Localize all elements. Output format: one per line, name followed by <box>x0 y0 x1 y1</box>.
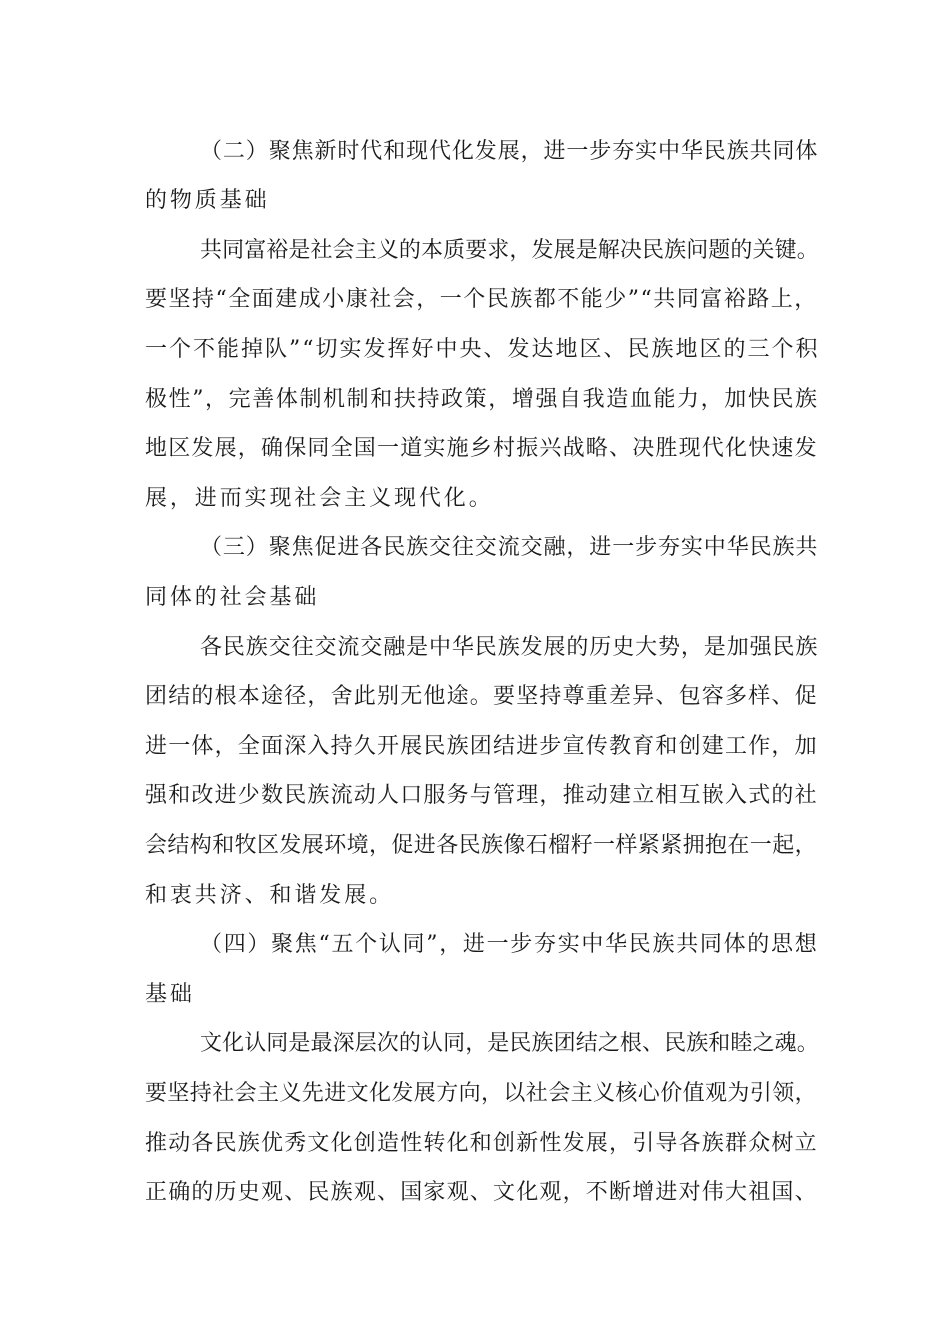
paragraph-3-line-4: 正确的历史观、民族观、国家观、文化观，不断增进对伟大祖国、 <box>145 1180 818 1205</box>
paragraph-2-line-2: 团结的根本途径，舍此别无他途。要坚持尊重差异、包容多样、促 <box>145 684 818 709</box>
paragraph-1-line-6: 展，进而实现社会主义现代化。 <box>145 486 494 511</box>
heading-4-line-2: 基础 <box>145 982 195 1007</box>
paragraph-3-line-3: 推动各民族优秀文化创造性转化和创新性发展，引导各族群众树立 <box>145 1131 818 1156</box>
heading-3-line-2: 同体的社会基础 <box>145 585 320 610</box>
paragraph-1-line-3: 一个不能掉队”“切实发挥好中央、发达地区、民族地区的三个积 <box>145 337 820 362</box>
paragraph-3-line-1: 文化认同是最深层次的认同，是民族团结之根、民族和睦之魂。 <box>200 1031 819 1056</box>
paragraph-2-line-6: 和衷共济、和谐发展。 <box>145 883 395 908</box>
paragraph-1-line-4: 极性”，完善体制机制和扶持政策，增强自我造血能力，加快民族 <box>145 387 819 412</box>
heading-3-line-1: （三）聚焦促进各民族交往交流交融，进一步夯实中华民族共 <box>200 535 819 560</box>
paragraph-2-line-4: 强和改进少数民族流动人口服务与管理，推动建立相互嵌入式的社 <box>145 783 818 808</box>
paragraph-1-line-1: 共同富裕是社会主义的本质要求，发展是解决民族问题的关键。 <box>200 238 819 263</box>
paragraph-1-line-5: 地区发展，确保同全国一道实施乡村振兴战略、决胜现代化快速发 <box>145 436 818 461</box>
paragraph-2-line-5: 会结构和牧区发展环境，促进各民族像石榴籽一样紧紧拥抱在一起， <box>145 833 818 858</box>
heading-4-line-1: （四）聚焦“五个认同”，进一步夯实中华民族共同体的思想 <box>200 932 819 957</box>
paragraph-1-line-2: 要坚持“全面建成小康社会，一个民族都不能少”“共同富裕路上， <box>145 287 818 312</box>
heading-2-line-2: 的物质基础 <box>145 188 270 213</box>
paragraph-2-line-3: 进一体，全面深入持久开展民族团结进步宣传教育和创建工作，加 <box>145 734 818 759</box>
paragraph-3-line-2: 要坚持社会主义先进文化发展方向，以社会主义核心价值观为引领， <box>145 1081 818 1106</box>
paragraph-2-line-1: 各民族交往交流交融是中华民族发展的历史大势，是加强民族 <box>200 635 819 660</box>
heading-2-line-1: （二）聚焦新时代和现代化发展，进一步夯实中华民族共同体 <box>200 139 819 164</box>
